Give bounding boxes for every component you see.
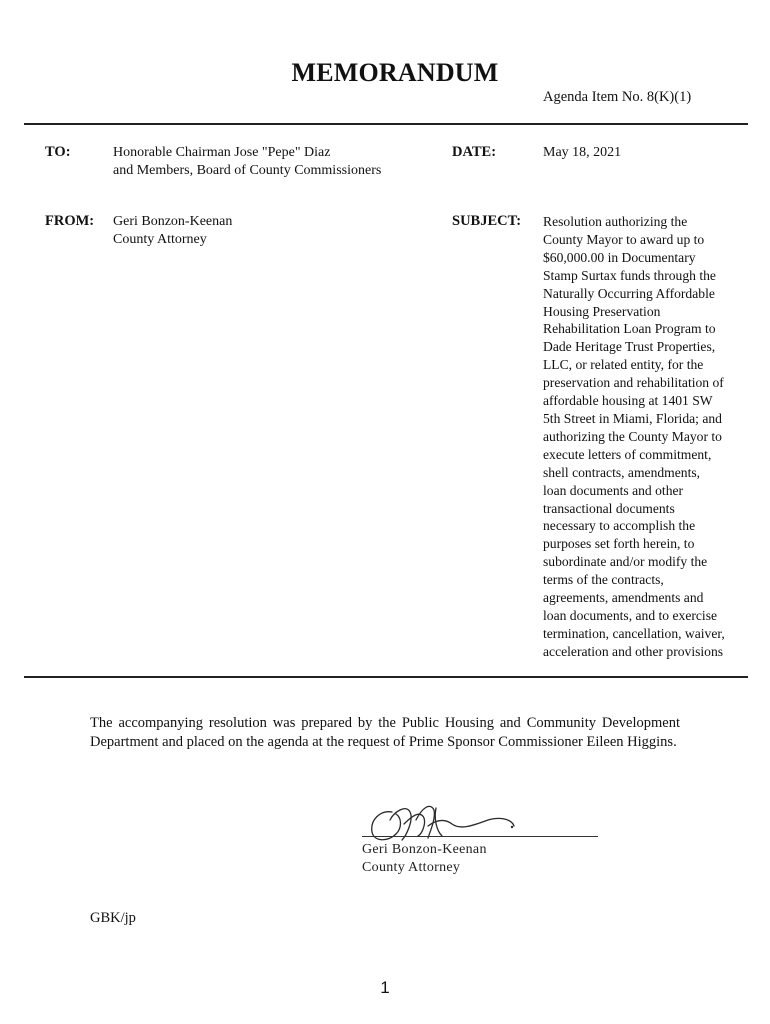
- memo-title: MEMORANDUM: [291, 58, 499, 87]
- subject-label: SUBJECT:: [452, 213, 522, 229]
- subject-line: authorizing the County Mayor to: [543, 428, 722, 444]
- subject-line: 5th Street in Miami, Florida; and: [543, 410, 722, 426]
- signer-title: County Attorney: [362, 860, 461, 875]
- from-title: County Attorney: [113, 232, 207, 247]
- from-name: Geri Bonzon-Keenan: [113, 214, 233, 229]
- subject-line: acceleration and other provisions: [543, 643, 724, 659]
- handwritten-signature: [362, 790, 602, 846]
- subject-line: execute letters of commitment,: [543, 446, 712, 462]
- date-label: DATE:: [452, 144, 497, 160]
- subject-line: LLC, or related entity, for the: [543, 357, 704, 373]
- subject-line: preservation and rehabilitation of: [543, 375, 724, 391]
- agenda-item-number: Agenda Item No. 8(K)(1): [543, 89, 692, 105]
- subject-line: Rehabilitation Loan Program to: [543, 321, 716, 337]
- page-number: 1: [380, 978, 390, 997]
- signature-line: [362, 836, 598, 837]
- subject-line: shell contracts, amendments,: [543, 464, 701, 480]
- typist-initials: GBK/jp: [90, 910, 136, 926]
- subject-line: loan documents and other: [543, 482, 684, 498]
- bottom-divider: [24, 676, 748, 678]
- subject-line: loan documents, and to exercise: [543, 607, 718, 623]
- subject-line: Stamp Surtax funds through the: [543, 267, 716, 283]
- subject-line: $60,000.00 in Documentary: [543, 249, 696, 265]
- subject-line: Housing Preservation: [543, 303, 661, 319]
- subject-line: subordinate and/or modify the: [543, 554, 708, 570]
- subject-text: [543, 213, 753, 661]
- to-label: TO:: [45, 144, 71, 160]
- subject-line: Naturally Occurring Affordable: [543, 285, 715, 301]
- to-recipient-line-2: and Members, Board of County Commissioners: [113, 163, 382, 178]
- date-value: May 18, 2021: [543, 145, 622, 160]
- subject-line: transactional documents: [543, 500, 675, 516]
- signer-name: Geri Bonzon-Keenan: [362, 842, 487, 857]
- top-divider: [24, 123, 748, 125]
- to-recipient-line-1: Honorable Chairman Jose "Pepe" Diaz: [113, 145, 331, 160]
- memo-body-paragraph: The accompanying resolution was prepared by the Public Housing and Community Development Department and placed on the agenda at the request of Prime Sponsor Commissioner Eileen Higgins.: [90, 715, 680, 750]
- subject-line: Dade Heritage Trust Properties,: [543, 339, 716, 355]
- subject-line: Resolution authorizing the: [543, 214, 688, 229]
- subject-line: County Mayor to award up to: [543, 231, 705, 247]
- subject-line: purposes set forth herein, to: [543, 536, 695, 552]
- subject-line: termination, cancellation, waiver,: [543, 625, 725, 641]
- subject-line: agreements, amendments and: [543, 590, 704, 606]
- from-label: FROM:: [45, 213, 95, 229]
- subject-line: affordable housing at 1401 SW: [543, 393, 713, 409]
- subject-line: necessary to accomplish the: [543, 518, 696, 534]
- subject-line: terms of the contracts,: [543, 572, 664, 588]
